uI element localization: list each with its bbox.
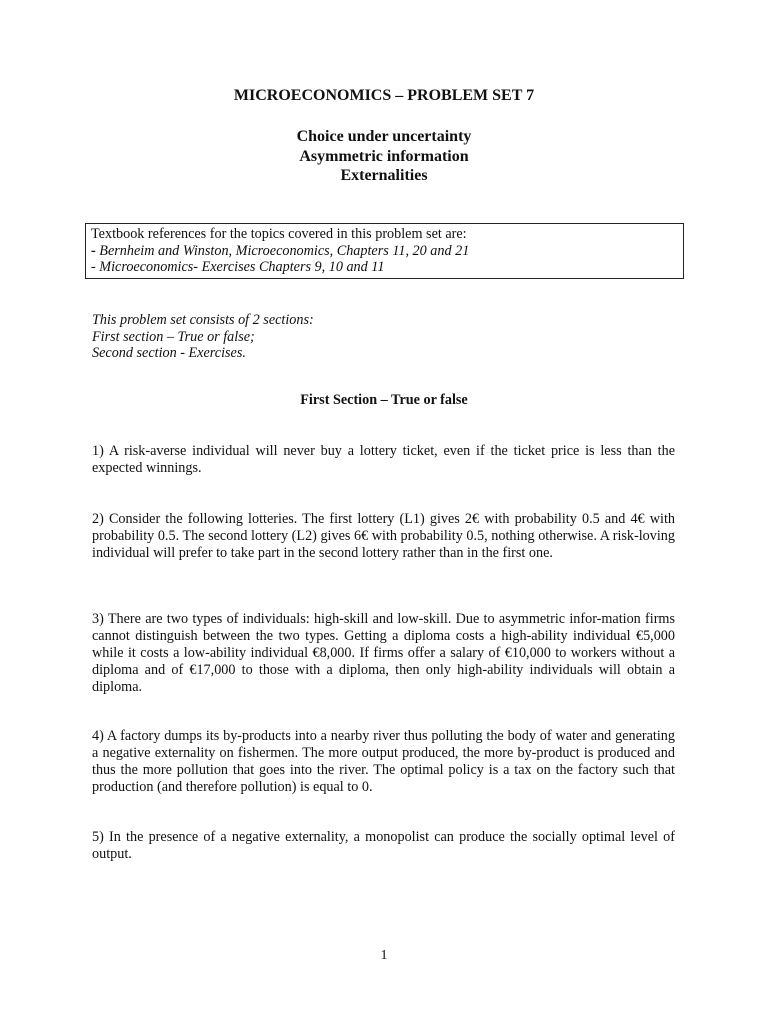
reference-text: Microeconomics- Exercises Chapters 9, 10 and 11 <box>99 259 385 275</box>
question-4: 4) A factory dumps its by-products into a nearby river thus polluting the body of water and generating a negative externality on fishermen. The more output produced, the more by-product is produced and thus the more pollution that goes into the river. The optimal policy is a tax on the factory such that production (and therefore pollution) is equal to 0. <box>92 728 675 795</box>
reference-text: Bernheim and Winston, Microeconomics, Chapters 11, 20 and 21 <box>99 242 470 259</box>
page-number: 1 <box>380 948 388 963</box>
subtitle-asymmetric-information: Asymmetric information <box>299 147 469 165</box>
intro-line: This problem set consists of 2 sections: <box>92 312 314 328</box>
intro-line: First section – True or false; <box>92 328 255 345</box>
reference-item-2 <box>91 259 678 276</box>
subtitle-externalities: Externalities <box>340 167 428 184</box>
reference-item-1 <box>91 243 678 260</box>
question-1: 1) A risk-averse individual will never buy a lottery ticket, even if the ticket price is less than the expected winnings. <box>92 443 675 476</box>
document-title: MICROECONOMICS – PROBLEM SET 7 <box>233 87 535 104</box>
subtitle-choice-under-uncertainty: Choice under uncertainty <box>296 128 472 145</box>
references-heading: Textbook references for the topics covered in this problem set are: <box>91 226 467 242</box>
reference-bullet: - <box>91 242 100 259</box>
reference-bullet: - <box>91 259 100 275</box>
intro-line: Second section - Exercises. <box>92 345 246 361</box>
question-3: 3) There are two types of individuals: high-skill and low-skill. Due to asymmetric infor-mation firms cannot distinguish between the two types. Getting a diploma costs a high-ability individual €5,000 while it costs a low-ability individual €8,000. If firms offer a salary of €10,000 to workers without a diploma and of €17,000 to those with a diploma, then only high-ability individuals will obtain a diploma. <box>92 611 675 695</box>
textbook-references-box <box>85 223 684 279</box>
question-2: 2) Consider the following lotteries. The first lottery (L1) gives 2€ with probability 0.5 and 4€ with probability 0.5. The second lottery (L2) gives 6€ with probability 0.5, nothing otherwise. A risk-loving individual will prefer to take part in the second lottery rather than in the first one. <box>92 511 675 561</box>
question-5: 5) In the presence of a negative externality, a monopolist can produce the socially optimal level of output. <box>92 829 675 862</box>
subtitle-block <box>0 127 768 186</box>
section-heading: First Section – True or false <box>300 392 468 408</box>
problem-set-intro <box>92 312 682 362</box>
